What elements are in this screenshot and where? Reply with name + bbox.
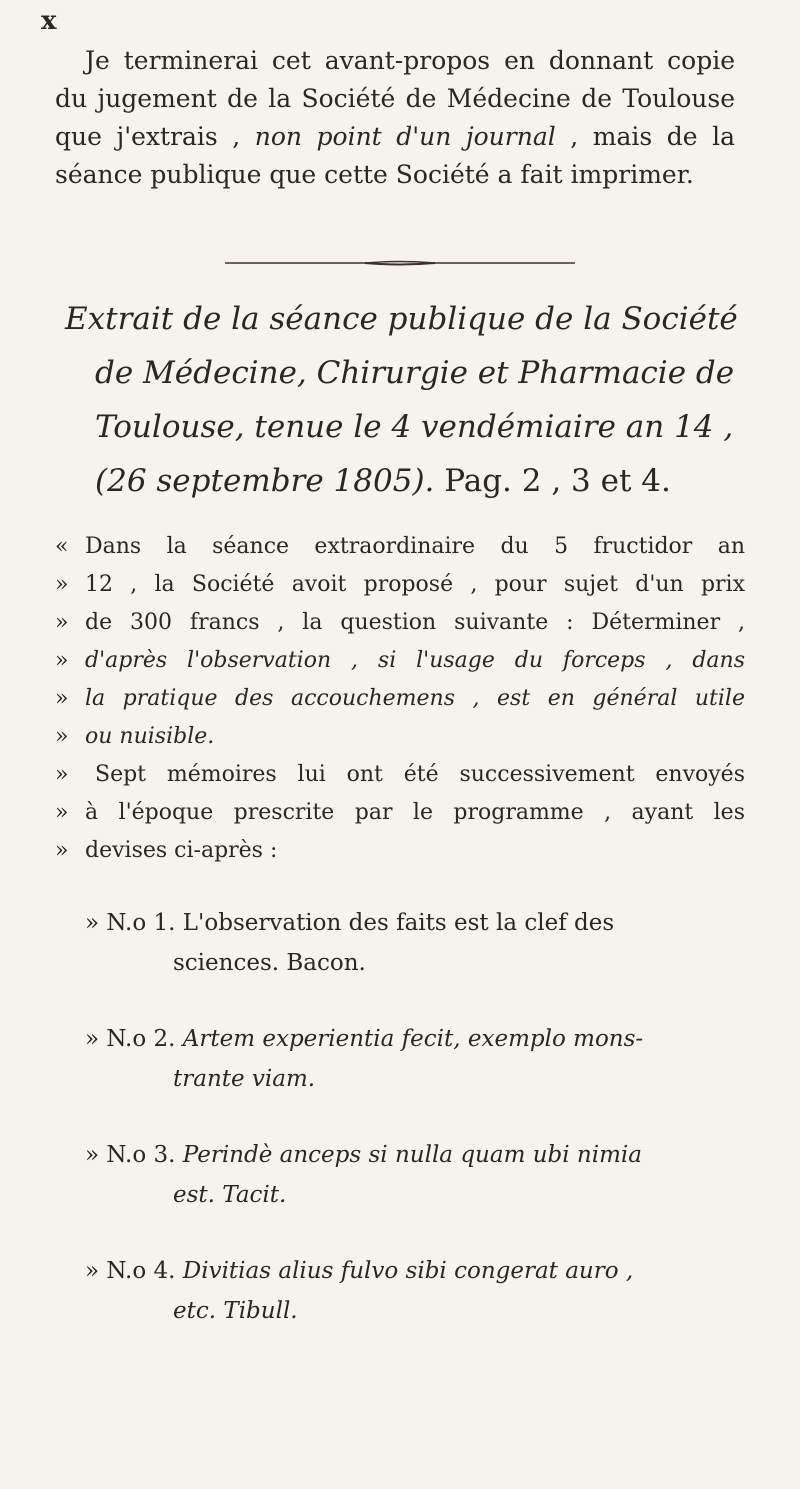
quote-line-text: à l'époque prescrite par le programme , ayant les [85, 800, 745, 825]
quote-line [55, 718, 745, 756]
quote-line-text: la pratique des accouchemens , est en général utile [85, 686, 745, 711]
quote-line [55, 794, 745, 832]
motto-text: Perindè anceps si nulla quam ubi nimia [182, 1142, 642, 1168]
quote-mark: » [55, 800, 69, 825]
section-divider [225, 260, 575, 266]
motto-entry [55, 1132, 745, 1218]
motto-entry [55, 1248, 745, 1334]
quote-line-text: d'après l'observation , si l'usage du forceps , dans [85, 648, 745, 673]
section-heading [65, 292, 775, 508]
quote-line-text: de 300 francs , la question suivante : Déterminer , [85, 610, 745, 635]
quote-lines [55, 528, 745, 870]
motto-continuation: trante viam. [173, 1066, 316, 1092]
intro-paragraph [55, 42, 735, 194]
motto-first-line [55, 1132, 745, 1178]
quote-line [55, 832, 745, 870]
page-number: x [41, 6, 57, 36]
motto-entry [55, 900, 745, 986]
intro-text-before: Je terminerai cet avant-propos en donnant copie du jugement de la Société de Médecine de Toulouse que j'extrais , [55, 46, 735, 151]
motto-continuation: sciences. Bacon. [173, 950, 366, 976]
quote-line-text: Dans la séance extraordinaire du 5 fructidor an [85, 534, 745, 559]
motto-text: L'observation des faits est la clef des [182, 910, 615, 936]
heading-pages: Pag. 2 , 3 et 4. [434, 463, 671, 499]
quote-mark: » [85, 910, 107, 936]
motto-continuation: est. Tacit. [173, 1182, 287, 1208]
quote-line-text: 12 , la Société avoit proposé , pour sujet d'un prix [85, 572, 745, 597]
quote-mark: » [55, 648, 69, 673]
quote-line [55, 566, 745, 604]
quote-mark: » [85, 1026, 107, 1052]
intro-text-italic: non point d'un journal [254, 122, 556, 151]
motto-number: N.o 3. [106, 1142, 183, 1168]
quote-line-text: devises ci-après : [85, 838, 278, 863]
quote-mark: » [55, 686, 69, 711]
quote-mark: » [55, 838, 69, 863]
motto-number: N.o 2. [106, 1026, 183, 1052]
motto-number: N.o 4. [106, 1258, 183, 1284]
motto-number: N.o 1. [106, 910, 183, 936]
quote-mark: « [55, 534, 69, 559]
motto-continuation: etc. Tibull. [173, 1298, 298, 1324]
quote-mark: » [55, 610, 69, 635]
quote-line-text: ou nuisible. [85, 724, 215, 749]
motto-text: Divitias alius fulvo sibi congerat auro , [182, 1258, 634, 1284]
motto-text: Artem experientia fecit, exemplo mons- [182, 1026, 644, 1052]
motto-list [55, 900, 745, 1334]
quote-line [55, 642, 745, 680]
motto-entry [55, 1016, 745, 1102]
heading-italic: Extrait de la séance publique de la Société de Médecine, Chirurgie et Pharmacie de Toulouse, tenue le 4 vendémiaire an 14 , (26 septembre 1805). [65, 301, 738, 499]
quote-mark: » [55, 724, 69, 749]
quote-line-text: Sept mémoires lui ont été successivement envoyés [95, 762, 745, 787]
quoted-extract [55, 528, 745, 1334]
quote-mark: » [85, 1258, 107, 1284]
motto-first-line [55, 1016, 745, 1062]
quote-line [55, 680, 745, 718]
intro-text-after: , mais de la séance publique que cette Société a fait imprimer. [55, 122, 735, 189]
quote-mark: » [85, 1142, 107, 1168]
intro-text [55, 42, 735, 194]
quote-mark: » [55, 762, 69, 787]
quote-line [55, 756, 745, 794]
quote-line [55, 528, 745, 566]
quote-line [55, 604, 745, 642]
quote-mark: » [55, 572, 69, 597]
